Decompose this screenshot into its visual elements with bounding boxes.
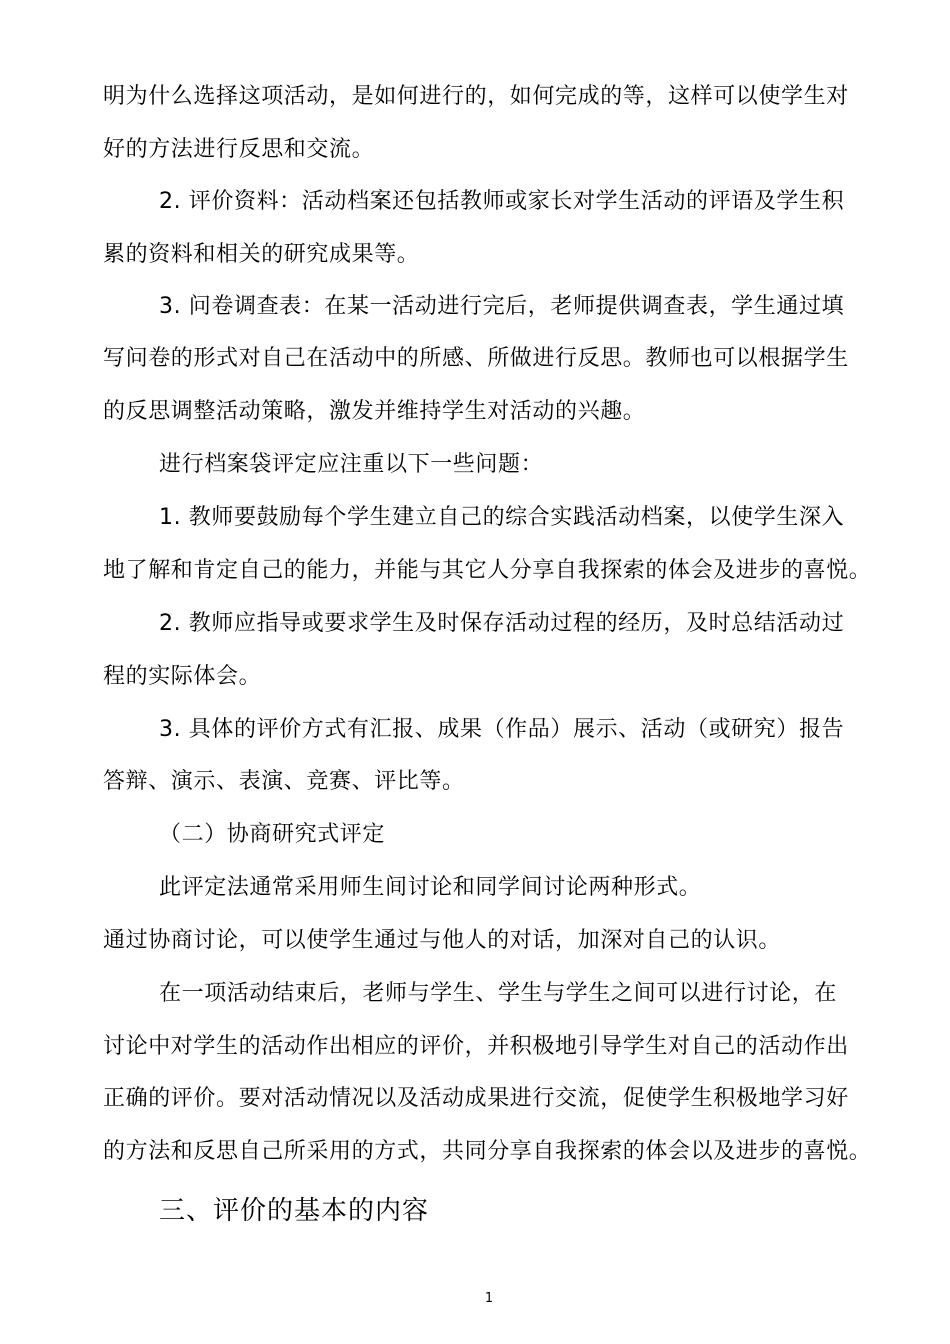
paragraph-line: 答辩、演示、表演、竞赛、评比等。 (103, 769, 465, 794)
paragraph-line: 2. 评价资料：活动档案还包括教师或家长对学生活动的评语及学生积 (159, 189, 845, 214)
paragraph-line: 2. 教师应指导或要求学生及时保存活动过程的经历，及时总结活动过 (159, 611, 845, 636)
paragraph-line: 地了解和肯定自己的能力，并能与其它人分享自我探索的体会及进步的喜悦。 (103, 558, 872, 583)
paragraph-line: 程的实际体会。 (103, 664, 262, 689)
paragraph-line: 1. 教师要鼓励每个学生建立自己的综合实践活动档案，以使学生深入 (159, 505, 845, 530)
paragraph-line: 正确的评价。要对活动情况以及活动成果进行交流，促使学生积极地学习好 (103, 1086, 849, 1111)
paragraph-line: 写问卷的形式对自己在活动中的所感、所做进行反思。教师也可以根据学生 (103, 346, 849, 371)
paragraph-line: 讨论中对学生的活动作出相应的评价，并积极地引导学生对自己的活动作出 (103, 1034, 849, 1059)
paragraph-line: 3. 问卷调查表：在某一活动进行完后，老师提供调查表，学生通过填 (159, 294, 845, 319)
paragraph-line: 通过协商讨论，可以使学生通过与他人的对话，加深对自己的认识。 (103, 928, 782, 953)
subsection-heading: （二）协商研究式评定 (159, 822, 386, 847)
paragraph-line: 的反思调整活动策略，激发并维持学生对活动的兴趣。 (103, 399, 646, 424)
paragraph-line: 好的方法进行反思和交流。 (103, 137, 375, 162)
paragraph-line: 明为什么选择这项活动，是如何进行的，如何完成的等，这样可以使学生对 (103, 84, 849, 109)
paragraph-line: 此评定法通常采用师生间讨论和同学间讨论两种形式。 (159, 875, 702, 900)
section-heading: 三、评价的基本的内容 (159, 1196, 430, 1226)
paragraph-line: 3. 具体的评价方式有汇报、成果（作品）展示、活动（或研究）报告 (159, 717, 845, 742)
paragraph-line: 累的资料和相关的研究成果等。 (103, 242, 420, 267)
paragraph-line: 在一项活动结束后，老师与学生、学生与学生之间可以进行讨论，在 (159, 981, 838, 1006)
paragraph-line: 的方法和反思自己所采用的方式，共同分享自我探索的体会以及进步的喜悦。 (103, 1139, 872, 1164)
paragraph-line: 进行档案袋评定应注重以下一些问题： (159, 452, 544, 477)
page-number: 1 (484, 1291, 494, 1306)
